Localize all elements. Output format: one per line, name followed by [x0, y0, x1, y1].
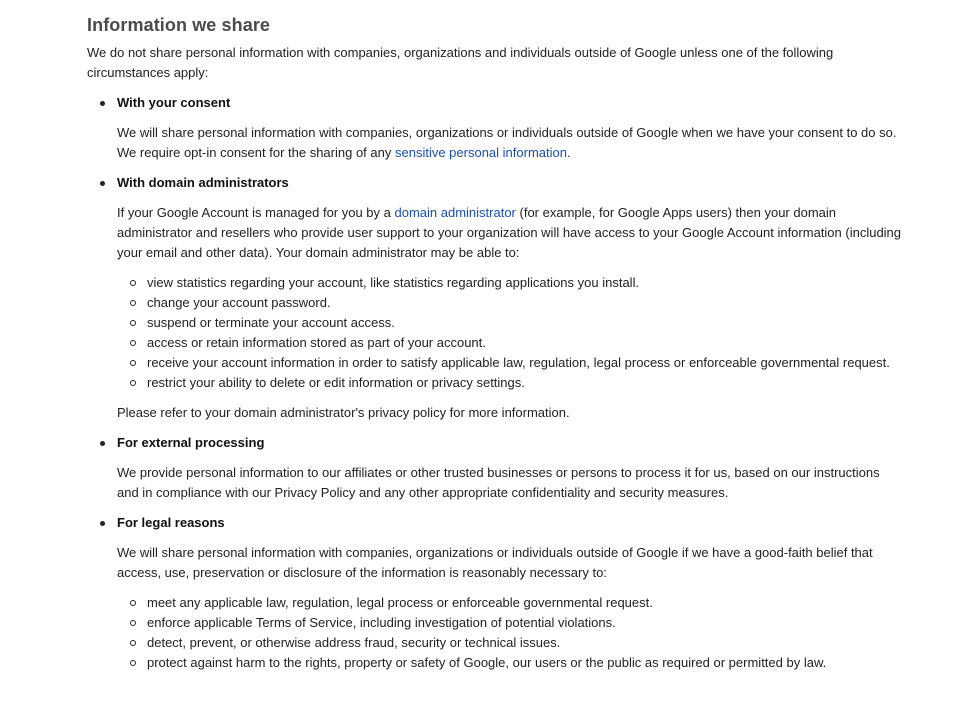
- external-title: For external processing: [117, 435, 265, 450]
- sub-list-item: [117, 373, 902, 393]
- intro-paragraph: We do not share personal information with companies, organizations and individuals outside of Google unless one of the following circumstances apply:: [87, 45, 834, 80]
- circle-bullet-icon: [130, 660, 136, 666]
- bullet-icon: [100, 181, 105, 186]
- list-item-domain-administrators: [87, 173, 902, 423]
- list-item-external-processing: [87, 433, 902, 503]
- sub-list-text: change your account password.: [147, 295, 331, 310]
- circle-bullet-icon: [130, 380, 136, 386]
- circle-bullet-icon: [130, 600, 136, 606]
- sub-list-text: detect, prevent, or otherwise address fraud, security or technical issues.: [147, 635, 561, 650]
- sub-list-item: [117, 633, 902, 653]
- bullet-icon: [100, 521, 105, 526]
- legal-title: For legal reasons: [117, 515, 225, 530]
- sub-list-item: [117, 593, 902, 613]
- circle-bullet-icon: [130, 280, 136, 286]
- circle-bullet-icon: [130, 360, 136, 366]
- domain-capabilities-list: [117, 273, 902, 393]
- sub-list-text: protect against harm to the rights, property or safety of Google, our users or the public as required or permitted by law.: [147, 655, 827, 670]
- sub-list-item: [117, 613, 902, 633]
- sub-list-text: meet any applicable law, regulation, legal process or enforceable governmental request.: [147, 595, 653, 610]
- bullet-icon: [100, 101, 105, 106]
- domain-after-paragraph: Please refer to your domain administrator's privacy policy for more information.: [117, 405, 570, 420]
- list-item-consent: [87, 93, 902, 163]
- sub-list-item: [117, 273, 902, 293]
- sub-list-item: [117, 353, 902, 373]
- list-item-legal-reasons: [87, 513, 902, 673]
- legal-paragraph: We will share personal information with companies, organizations or individuals outside of Google if we have a good-faith belief that access, use, preservation or disclosure of the information is reasonably necessary to:: [117, 545, 873, 580]
- consent-title: With your consent: [117, 95, 231, 110]
- sub-list-text: view statistics regarding your account, like statistics regarding applications you install.: [147, 275, 640, 290]
- domain-text-after: (for example, for Google Apps users) then your domain administrator and resellers who provide user support to your organization will have access to your Google Account information (including your email and other data). Your domain administrator may be able to:: [117, 205, 902, 260]
- legal-reasons-list: [117, 593, 902, 673]
- consent-text-before: We will share personal information with companies, organizations or individuals outside of Google when we have your consent to do so. We require opt-in consent for the sharing of any: [117, 125, 897, 160]
- consent-paragraph: [117, 123, 902, 163]
- external-paragraph: We provide personal information to our affiliates or other trusted businesses or persons to process it for us, based on our instructions and in compliance with our Privacy Policy and any other appropriate confidentiality and security measures.: [117, 465, 880, 500]
- sub-list-text: restrict your ability to delete or edit information or privacy settings.: [147, 375, 525, 390]
- domain-text-before: If your Google Account is managed for you by a: [117, 205, 395, 220]
- circle-bullet-icon: [130, 620, 136, 626]
- sub-list-item: [117, 313, 902, 333]
- sub-list-text: receive your account information in order to satisfy applicable law, regulation, legal process or enforceable governmental request.: [147, 355, 890, 370]
- section-heading: Information we share: [87, 15, 271, 35]
- domain-paragraph: [117, 203, 902, 263]
- sub-list-item: [117, 333, 902, 353]
- sub-list-text: access or retain information stored as part of your account.: [147, 335, 486, 350]
- domain-administrator-link[interactable]: domain administrator: [394, 205, 516, 220]
- sharing-circumstances-list: [87, 93, 902, 673]
- domain-title: With domain administrators: [117, 175, 289, 190]
- sub-list-text: suspend or terminate your account access.: [147, 315, 395, 330]
- bullet-icon: [100, 441, 105, 446]
- consent-text-after: .: [566, 145, 571, 160]
- circle-bullet-icon: [130, 320, 136, 326]
- sub-list-item: [117, 293, 902, 313]
- circle-bullet-icon: [130, 300, 136, 306]
- sensitive-personal-information-link[interactable]: sensitive personal information: [394, 145, 567, 160]
- privacy-policy-section: [87, 0, 902, 673]
- circle-bullet-icon: [130, 340, 136, 346]
- circle-bullet-icon: [130, 640, 136, 646]
- sub-list-text: enforce applicable Terms of Service, including investigation of potential violations.: [147, 615, 616, 630]
- sub-list-item: [117, 653, 902, 673]
